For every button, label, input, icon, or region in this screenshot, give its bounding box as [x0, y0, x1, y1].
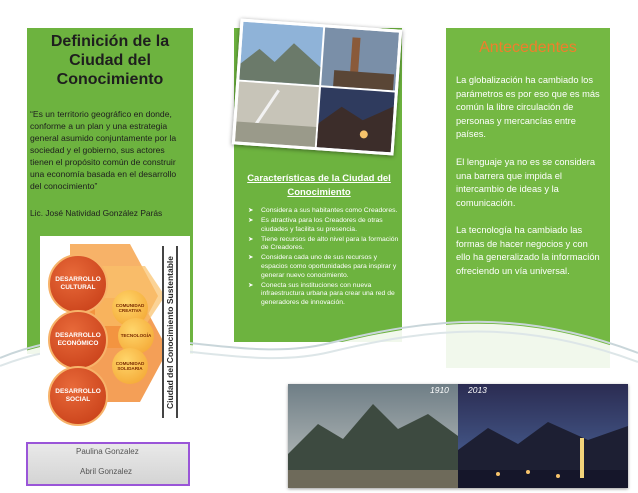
- city-photo-collage: [232, 19, 402, 156]
- definition-quote: “Es un territorio geográfico en donde, conforme a un plan y una estrategia general asumido conjuntamente por la sociedad y el gobierno, sus actores tienen el propósito común de construir una economía basada en el desarrollo del conocimiento”: [30, 109, 177, 191]
- circle-cultural: DESARROLLO CULTURAL: [48, 254, 108, 314]
- arrow-bullet-icon: ➤: [248, 207, 254, 214]
- arrow-bullet-icon: ➤: [248, 235, 254, 243]
- author-name: Abril Gonzalez: [80, 467, 133, 476]
- sustainable-city-label: Ciudad del Conocimiento Sustentable: [165, 255, 175, 409]
- circle-solidary-community: COMUNIDAD SOLIDARIA: [112, 348, 148, 384]
- antecedents-title: Antecedentes: [479, 39, 577, 56]
- year-label: 1910: [430, 385, 449, 395]
- author-name: Paulina Gonzalez: [76, 447, 139, 456]
- left-title: Definición de la Ciudad del Conocimiento: [50, 33, 170, 88]
- antecedents-paragraph: La tecnología ha cambiado las formas de hacer negocios y con ello ha generalizado la información ofreciendo un vía universal.: [456, 225, 600, 276]
- list-item: ➤ Tiene recursos de alto nivel para la formación de Creadores.: [248, 235, 399, 252]
- arrow-bullet-icon: ➤: [248, 217, 254, 225]
- list-item: ➤ Conecta sus instituciones con nueva infraestructura urbana para crear una red de generadores de innovación.: [248, 281, 395, 306]
- antecedents-paragraph: La globalización ha cambiado los parámetros es por eso que es más común la libre circulación de personas y mercancías entre países.: [456, 75, 600, 139]
- list-item: ➤ Es atractiva para los Creadores de otras ciudades y facilita su presencia.: [248, 217, 383, 233]
- list-item: ➤ Considera cada uno de sus recursos y espacios como oportunidades para inspirar y generar nuevo conocimiento.: [248, 254, 397, 279]
- quote-author: Lic. José Natividad González Parás: [30, 208, 163, 218]
- year-label: 2013: [468, 385, 487, 395]
- circle-creative-community: COMUNIDAD CREATIVA: [112, 290, 148, 326]
- circle-technology: TECNOLOGÍA: [118, 318, 154, 354]
- characteristics-list: [248, 207, 400, 309]
- arrow-bullet-icon: ➤: [248, 281, 254, 289]
- collage-photos: [235, 22, 399, 153]
- city-then-now-photo: [288, 384, 628, 488]
- antecedents-paragraph: El lenguaje ya no es se considera una barrera que impida el intercambio de ideas y la comunicación.: [456, 157, 596, 208]
- circle-social: DESARROLLO SOCIAL: [48, 366, 108, 426]
- circle-economic: DESARROLLO ECONÓMICO: [48, 310, 108, 370]
- arrow-bullet-icon: ➤: [248, 254, 254, 262]
- list-item: ➤ Considera a sus habitantes como Creadores.: [248, 207, 398, 214]
- characteristics-title: Características de la Ciudad del Conocimiento: [247, 173, 391, 198]
